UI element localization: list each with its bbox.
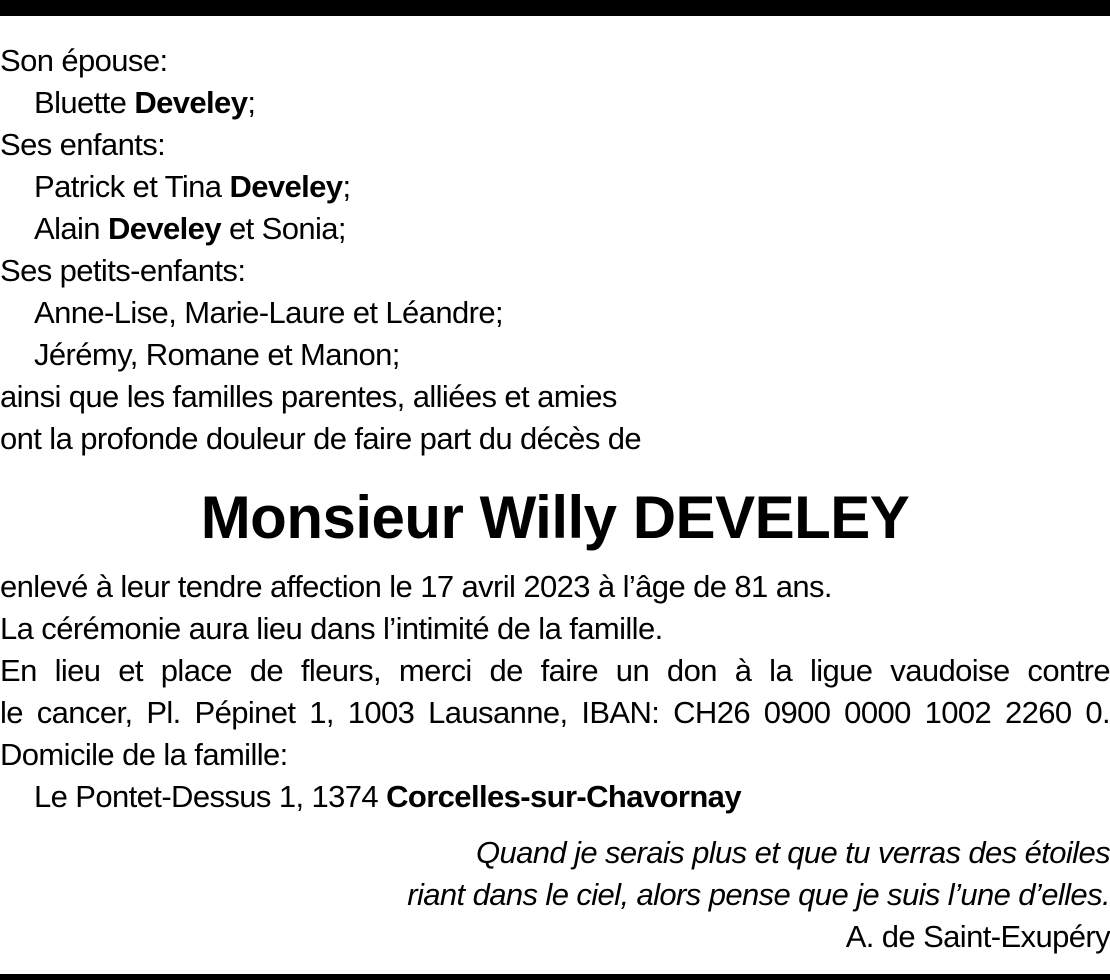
child2-first: Alain: [34, 211, 100, 246]
child1-line: [0, 166, 1110, 208]
relatives-line: ainsi que les familles parentes, alliées et amies: [0, 379, 617, 414]
child2-line: [0, 208, 1110, 250]
deceased-name: Monsieur Willy DEVELEY: [200, 484, 910, 551]
grandchildren-line2: Jérémy, Romane et Manon;: [34, 337, 400, 372]
quote-line2: riant dans le ciel, alors pense que je suis l’une d’elles.: [407, 877, 1110, 912]
family-list: [0, 40, 1110, 460]
spouse-heading: Son épouse:: [0, 43, 168, 78]
child2-last: Develey: [107, 211, 221, 246]
ceremony-line: La cérémonie aura lieu dans l’intimité de la famille.: [0, 611, 663, 646]
death-line: enlevé à leur tendre affection le 17 avril 2023 à l’âge de 81 ans.: [0, 569, 832, 604]
details-block: [0, 566, 1110, 818]
address-line: [0, 776, 1110, 818]
donation-line1: En lieu et place de fleurs, merci de faire un don à la ligue vaudoise contre: [0, 653, 1110, 688]
quote-block: [0, 832, 1110, 958]
address-town: Corcelles-sur-Chavornay: [386, 779, 741, 814]
child2-end: et Sonia;: [228, 211, 346, 246]
bottom-rule: [0, 974, 1110, 980]
grandchildren-heading: Ses petits-enfants:: [0, 253, 246, 288]
donation-line2: le cancer, Pl. Pépinet 1, 1003 Lausanne, IBAN: CH26 0900 0000 1002 2260 0.: [0, 695, 1110, 730]
domicile-heading: Domicile de la famille:: [0, 737, 288, 772]
top-rule: [0, 0, 1110, 16]
address-street: Le Pontet-Dessus 1, 1374: [34, 779, 379, 814]
spouse-last: Develey: [134, 85, 248, 120]
grandchildren-line1: Anne-Lise, Marie-Laure et Léandre;: [34, 295, 504, 330]
quote-line1: Quand je serais plus et que tu verras des étoiles: [475, 835, 1110, 870]
spouse-first: Bluette: [34, 85, 127, 120]
child1-first: Patrick et Tina: [34, 169, 222, 204]
spouse-end: ;: [247, 85, 256, 120]
announcement-line: ont la profonde douleur de faire part du décès de: [0, 421, 642, 456]
quote-author: A. de Saint-Exupéry: [845, 919, 1110, 954]
children-heading: Ses enfants:: [0, 127, 166, 162]
child1-last: Develey: [229, 169, 343, 204]
child1-end: ;: [342, 169, 351, 204]
spouse-line: [0, 82, 1110, 124]
